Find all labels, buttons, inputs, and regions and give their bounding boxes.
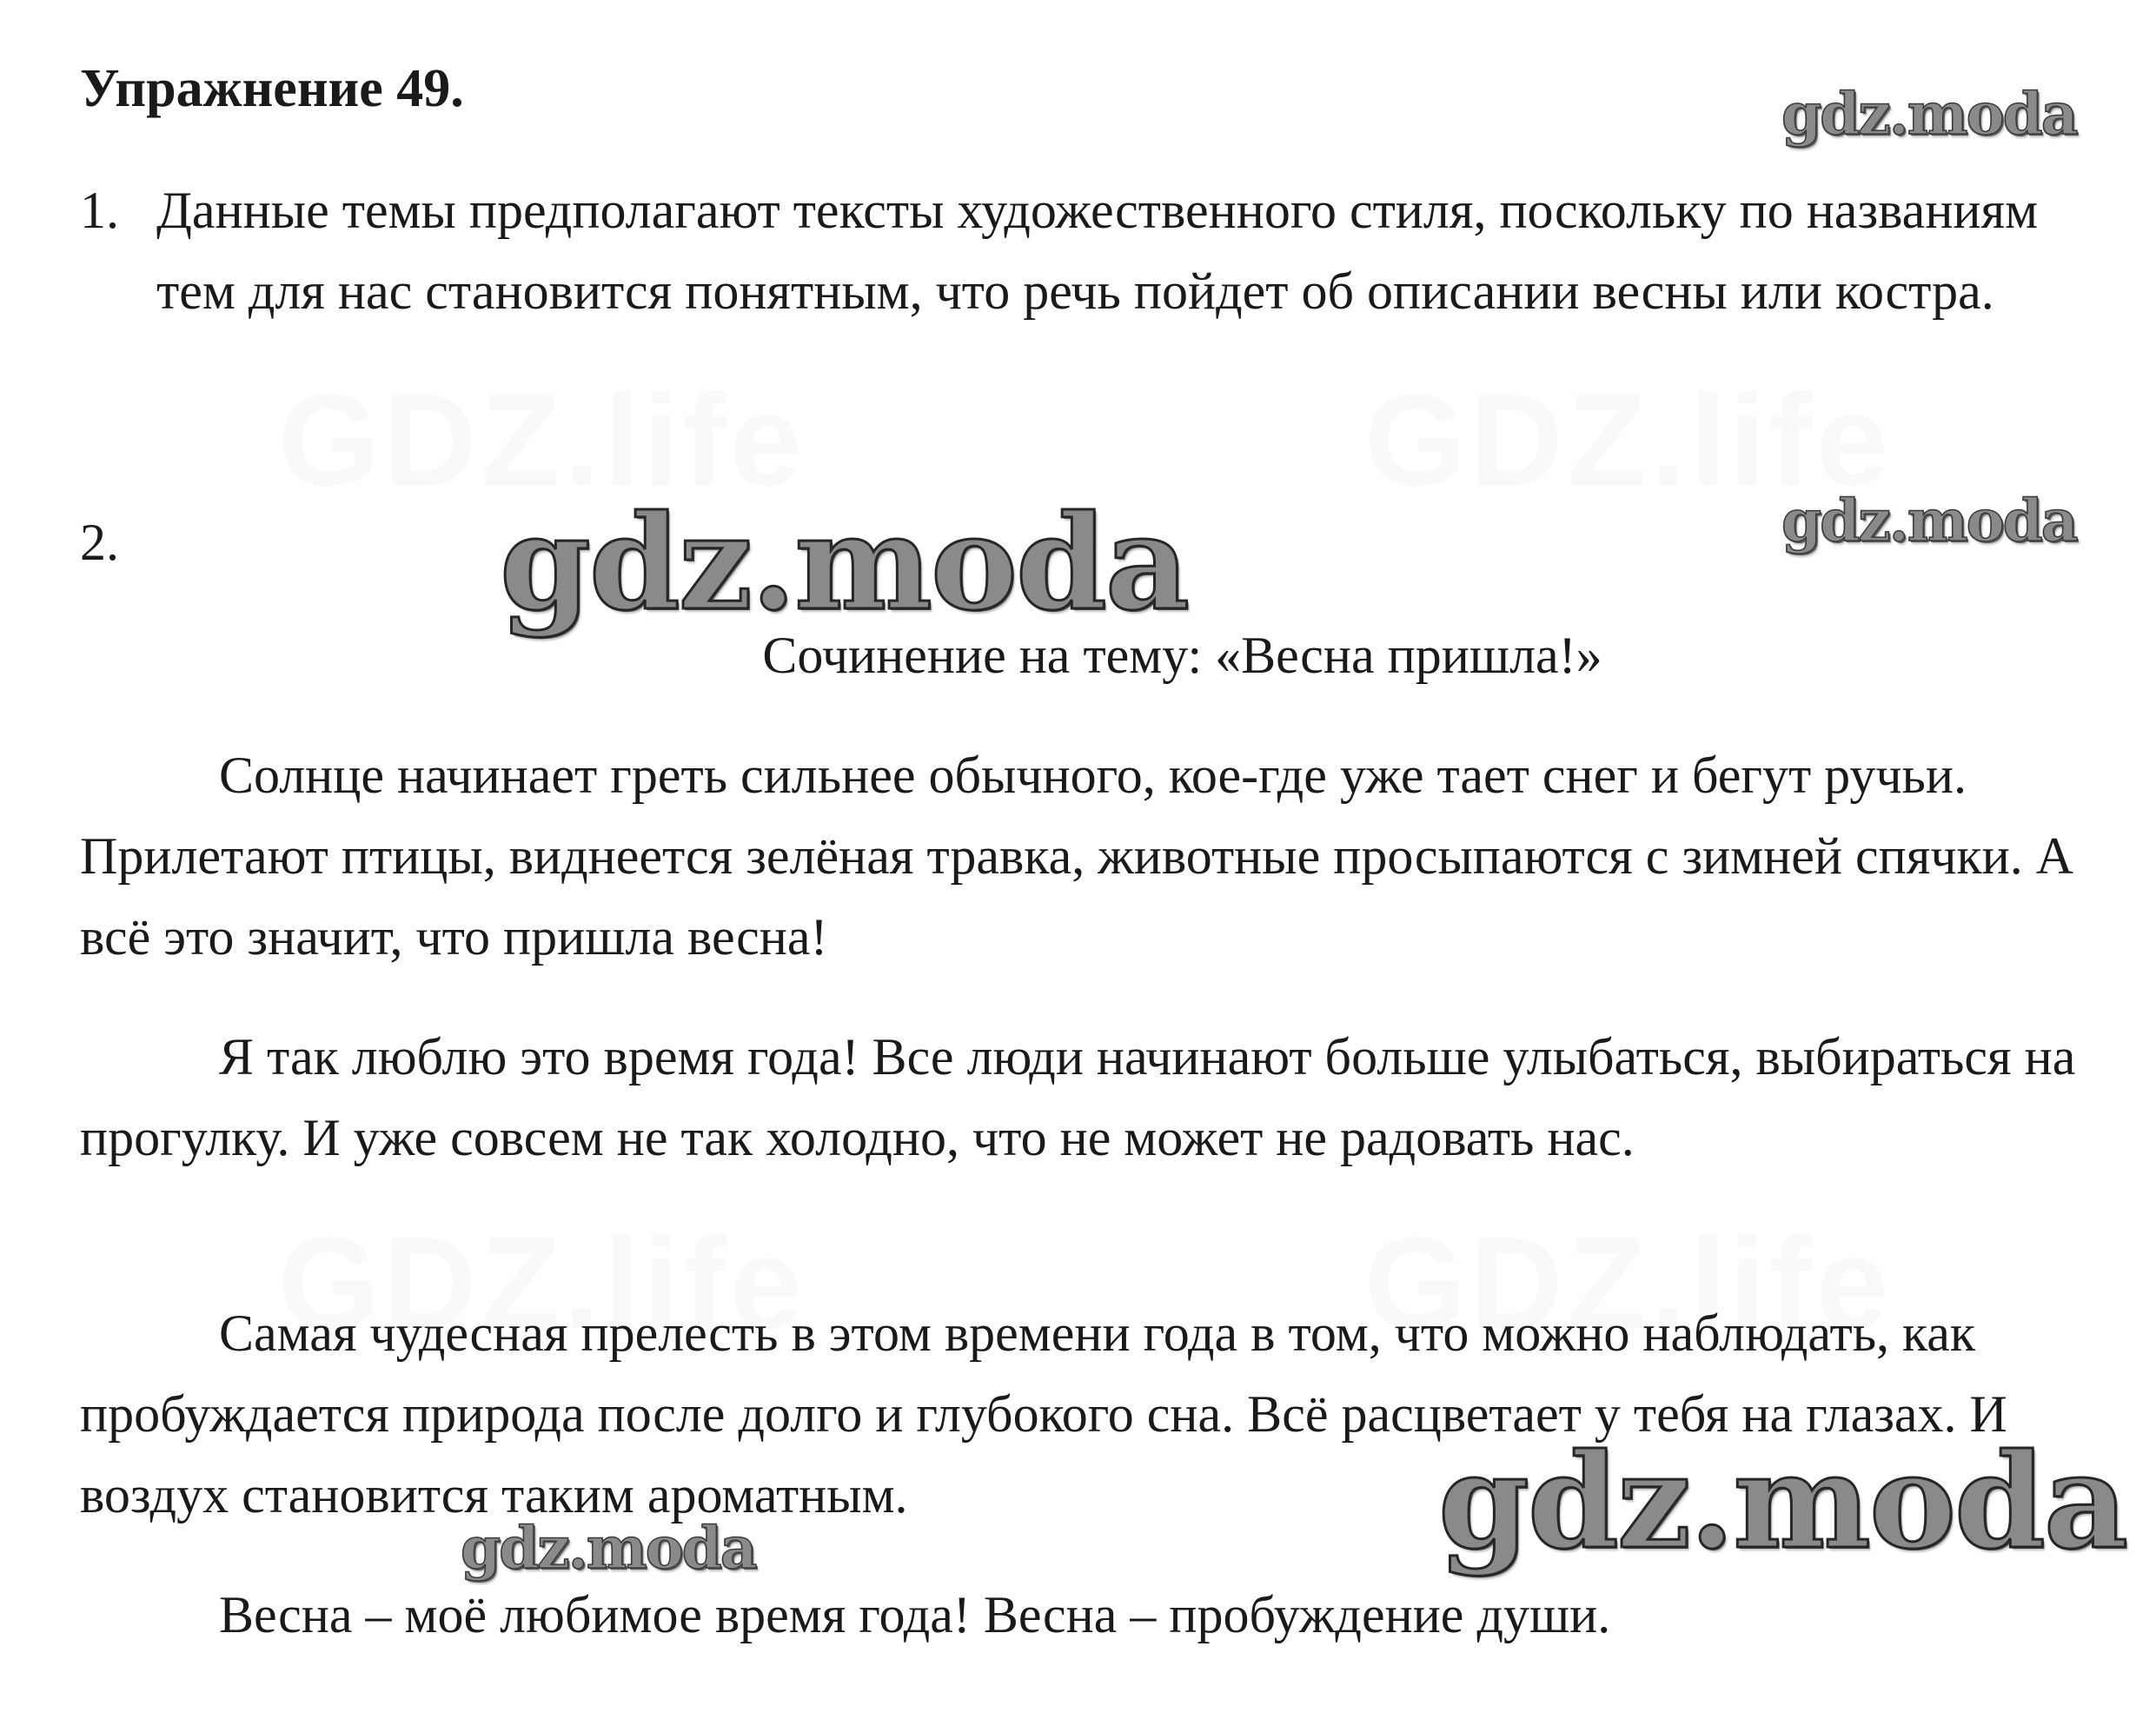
item-1-number: 1. (80, 182, 119, 239)
watermark-bottom-right-large: gdz.moda (1438, 1425, 2127, 1578)
watermark-center-large: gdz.moda (500, 487, 1189, 640)
item-2-number: 2. (80, 514, 119, 571)
essay-paragraph-3: Самая чудесная прелесть в этом времени года в том, что можно наблюдать, как пробуждается природа после долго и глубокого сна. Всё расцветает у тебя на глазах. И воздух становится таким ароматным. (80, 1304, 2007, 1524)
watermark-bottom-left: gdz.moda (461, 1514, 756, 1582)
essay-title: Сочинение на тему: «Весна пришла!» (762, 627, 1602, 684)
item-1-text: Данные темы предполагают тексты художественного стиля, поскольку по названиям тем для нас становится понятным, что речь пойдет об описании весны или костра. (156, 182, 2039, 320)
essay-paragraph-4: Весна – моё любимое время года! Весна – пробуждение души. (219, 1586, 1611, 1643)
watermark-right-middle: gdz.moda (1781, 487, 2077, 554)
watermark-faint-1 (278, 365, 806, 515)
essay-paragraph-2: Я так люблю это время года! Все люди начинают больше улыбаться, выбираться на прогулку. И уже совсем не так холодно, что не может не радовать нас. (80, 1028, 2076, 1166)
essay-paragraph-1: Солнце начинает греть сильнее обычного, кое-где уже тает снег и бегут ручьи. Прилетают птицы, виднеется зелёная травка, животные просыпаются с зимней спячки. А всё это значит, что пришла весна! (80, 747, 2074, 966)
watermark-top-right: gdz.moda (1781, 80, 2077, 148)
watermark-faint-2 (1364, 365, 1892, 515)
exercise-heading: Упражнение 49. (80, 59, 464, 118)
